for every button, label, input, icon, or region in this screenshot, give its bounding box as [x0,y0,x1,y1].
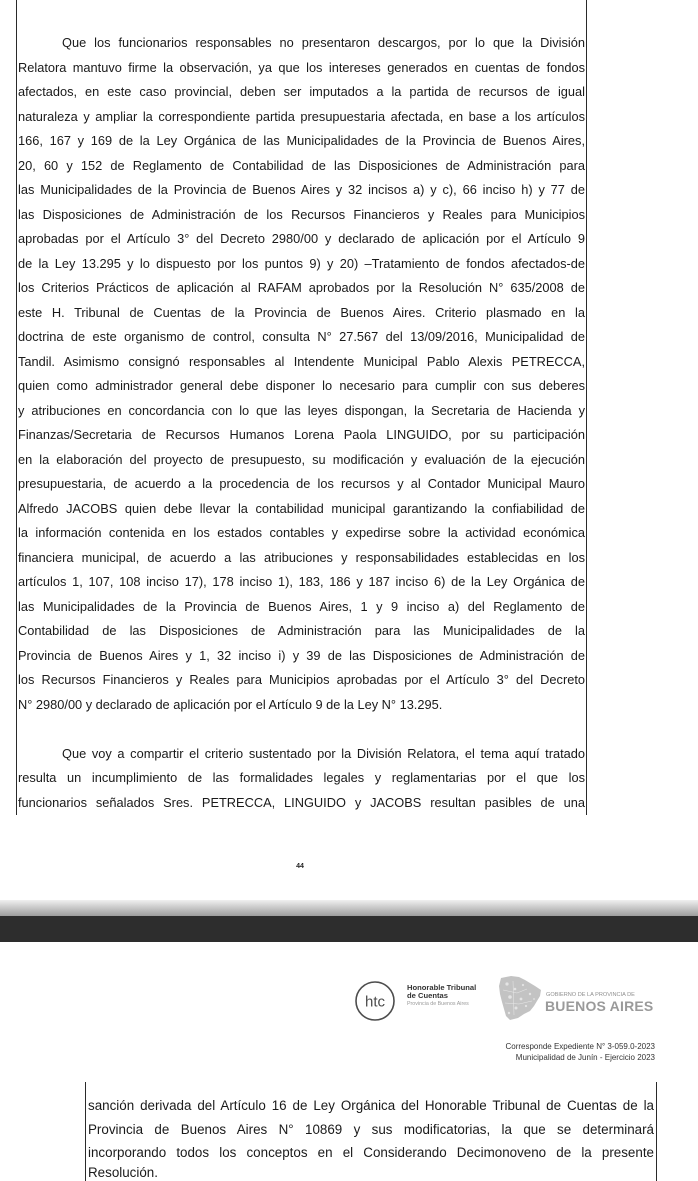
text-line: Provincia de Buenos Aires N° 10869 y sus modificatorias, la que se determinará [88,1121,654,1137]
text-line: N° 2980/00 y declarado de aplicación por el Artículo 9 de la Ley N° 13.295. [18,696,443,712]
text-line: afectados, en este caso provincial, deben ser imputados a la partida de recursos de igual [18,84,585,99]
page-gap [0,916,698,942]
text-line: naturaleza y ampliar la correspondiente partida presupuestaria afectada, en base a los artículos [18,108,585,124]
page-number: 44 [296,863,304,870]
text-line: funcionarios señalados Sres. PETRECCA, LINGUIDO y JACOBS resultan pasibles de una [18,794,585,810]
text-line: este H. Tribunal de Cuentas de la Provincia de Buenos Aires. Criterio plasmado en la [18,304,585,320]
page2-text-block [88,1094,654,1181]
text-line: las Municipalidades de la Provincia de Buenos Aires y 32 incisos a) y c), 66 inciso h) y 77 de [18,182,585,197]
paragraph [18,31,585,717]
text-line: Que voy a compartir el criterio sustentado por la División Relatora, el tema aquí tratado [62,745,585,761]
htc-logo-icon [354,980,396,1022]
text-line: la información contenida en los estados contables y expedirse sobre la actividad económica [18,525,585,540]
government-logo-line1: GOBIERNO DE LA PROVINCIA DE [546,992,635,998]
text-line: en la elaboración del proyecto de presupuesto, su modificación y evaluación de la ejecución [18,451,585,467]
expediente-reference: Corresponde Expediente N° 3-059.0-2023 [505,1042,655,1051]
text-line: doctrina de este organismo de control, consulta N° 27.567 del 13/09/2016, Municipalidad de [18,329,585,344]
text-line: Relatora mantuvo firme la observación, ya que los intereses generados en cuentas de fondos [18,59,585,75]
text-line: Tandil. Asimismo consignó responsables al Intendente Municipal Pablo Alexis PETRECCA, [18,353,585,369]
tribunal-name-line1: Honorable Tribunal [407,983,477,992]
text-line: artículos 1, 107, 108 inciso 17), 178 inciso 1), 183, 186 y 187 inciso 6) de la Ley Orgánica de [18,574,585,589]
text-line: y atribuciones en concordancia con lo que las leyes dispongan, la Secretaria de Hacienda y [18,402,585,418]
text-line: quien como administrador general debe disponer lo necesario para cumplir con sus deberes [18,378,585,393]
paragraph [88,1094,654,1181]
text-line: Provincia de Buenos Aires y 1, 32 inciso i) y 39 de las Disposiciones de Administración de [18,647,585,663]
text-line: sanción derivada del Artículo 16 de Ley Orgánica del Honorable Tribunal de Cuentas de la [88,1098,654,1113]
text-frame-right-border [586,0,587,815]
document-page [0,942,698,1181]
text-line: financiera municipal, de acuerdo a las atribuciones y responsabilidades establecidas en los [18,549,585,565]
text-line: 20, 60 y 152 de Reglamento de Contabilidad de las Disposiciones de Administración para [18,157,585,173]
htc-logo-text: htc [364,993,386,1011]
tribunal-name [407,984,476,1008]
text-line: Alfredo JACOBS quien debe llevar la contabilidad municipal garantizando la confiabilidad de [18,500,585,516]
municipality-reference: Municipalidad de Junín - Ejercicio 2023 [515,1053,655,1062]
tribunal-province: Provincia de Buenos Aires [407,1001,469,1007]
text-line: Que los funcionarios responsables no presentaron descargos, por lo que la División [62,35,585,50]
text-line: presupuestaria, de acuerdo a la procedencia de los recursos y al Contador Municipal Mauro [18,476,585,491]
text-line: las Disposiciones de Administración de los Recursos Financieros y Reales para Municipios [18,206,585,222]
text-line: aprobadas por el Artículo 3° del Decreto 2980/00 y declarado de aplicación por el Artículo 9 [18,231,585,246]
tribunal-name-line2: de Cuentas [407,991,448,1000]
page-gap-shadow [0,900,698,916]
text-line: las Municipalidades de la Provincia de Buenos Aires, 1 y 9 inciso a) del Reglamento de [18,598,585,614]
text-line: de la Ley 13.295 y lo dispuesto por los puntos 9) y 20) –Tratamiento de fondos afectados-de [18,255,585,271]
text-line: Finanzas/Secretaria de Recursos Humanos Lorena Paola LINGUIDO, por su participación [18,427,585,442]
text-frame-left-border [85,1082,86,1181]
text-line: incorporando todos los conceptos en el Considerando Decimonoveno de la presente [88,1145,654,1160]
text-line: los Recursos Financieros y Reales para Municipios aprobadas por el Artículo 3° del Decreto [18,672,585,687]
page1-text-block [18,31,585,815]
text-line: Contabilidad de las Disposiciones de Administración para las Municipalidades de la [18,623,585,638]
buenos-aires-map-icon [497,975,543,1021]
text-frame-right-border [656,1082,657,1181]
text-line: 166, 167 y 169 de la Ley Orgánica de las Municipalidades de la Provincia de Buenos Aires, [18,133,585,148]
paragraph [18,742,585,816]
text-line: Resolución. [88,1164,158,1180]
text-frame-left-border [16,0,17,815]
government-logo-line2: BUENOS AIRES [545,998,654,1014]
text-line: los Criterios Prácticos de aplicación al RAFAM aprobados por la Resolución N° 635/2008 de [18,280,585,295]
text-line: resulta un incumplimiento de las formalidades legales y reglamentarias por el que los [18,770,585,785]
